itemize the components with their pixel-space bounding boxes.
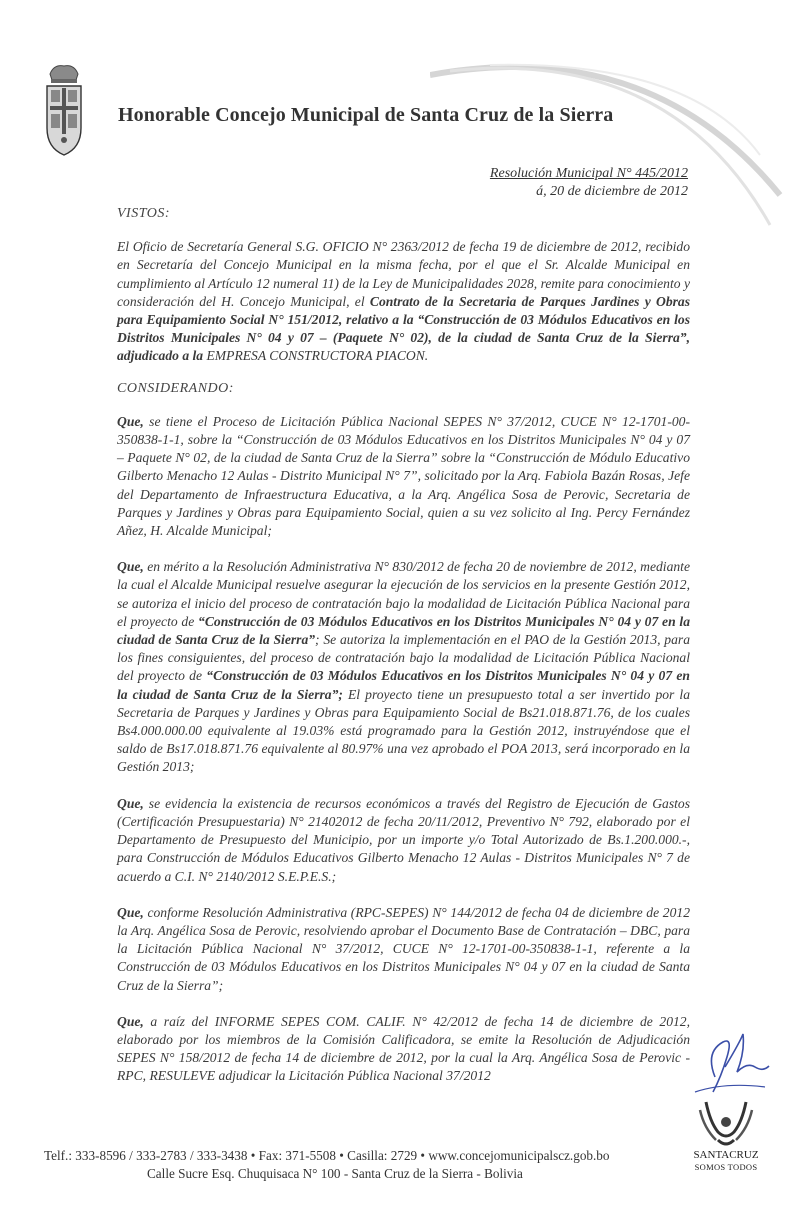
paragraph-text: ; Se autoriza la implementación en el PAO de la Gestión 2013, para los fines consiguientes, del proceso de contratación bajo la modalidad de Licitación Pública Nacional del proyecto de: [117, 632, 690, 684]
resolution-reference: [490, 165, 688, 201]
resolution-number: Resolución Municipal N° 445/2012: [489, 166, 688, 181]
considerando-heading: CONSIDERANDO:: [117, 380, 234, 396]
footer-address: Calle Sucre Esq. Chuquisaca N° 100 - Santa Cruz de la Sierra - Bolivia: [147, 1166, 523, 1181]
handwritten-signature: [685, 1022, 775, 1102]
considerando-paragraph: [117, 795, 690, 886]
que-lead: Que,: [117, 1013, 144, 1029]
paragraph-text: se evidencia la existencia de recursos económicos a través del Registro de Ejecución de Gastos (Certificación Presupuestaria) N° 21402012 de fecha 20/11/2012, Preventivo N° 792, elaborado por el Departamento de Presupuesto del Municipio, por un importe y/o Total Autorizado de Bs.1.200.000.-, para Construcción de Módulos Educativos Gilberto Menacho 12 Aulas - Distritos Municipales N° 7 de acuerdo a C.I. N° 2140/2012 S.E.P.E.S.;: [117, 795, 690, 884]
footer-contact: [44, 1147, 610, 1183]
considerando-paragraph: [117, 413, 690, 540]
paragraph-text: a raíz del INFORME SEPES COM. CALIF. N° 42/2012 de fecha 14 de diciembre de 2012, elaborado por los miembros de la Comisión Calificadora, se emite la Resolución de Adjudicación SEPES N° 158/2012 de fecha 14 de diciembre de 2012, por la cual la Arq. Angélica Sosa de Perovic - RPC, RESULEVE adjudicar la Licitación Pública Nacional 37/2012: [117, 1013, 690, 1084]
footer-contact-line: Telf.: 333-8596 / 333-2783 / 333-3438 • Fax: 371-5508 • Casilla: 2729 • www.concejomunicipalscz.gob.bo: [44, 1148, 610, 1163]
council-name: Honorable Concejo Municipal de Santa Cruz de la Sierra: [118, 104, 614, 126]
paragraph-text: El proyecto tiene un presupuesto total a ser invertido por la Secretaria de Parques y Jardines y Obras para Equipamiento Social de Bs21.018.871.76, de los cuales Bs4.000.000.00 equivalente al 19.03% está programado para la Gestión 2012, instruyéndose que el saldo de Bs17.018.871.76 equivalente al 80.97% una vez aprobado el POA 2013, será incorporado en la Gestión 2013;: [117, 686, 690, 775]
que-lead: Que,: [117, 559, 144, 575]
coat-of-arms-icon: [44, 60, 84, 158]
logo-tagline: SOMOS TODOS: [694, 1162, 758, 1172]
considerando-paragraph: [117, 558, 690, 776]
logo-name: SANTACRUZ: [693, 1149, 759, 1161]
resolution-date: á, 20 de diciembre de 2012: [536, 184, 688, 199]
que-lead: Que,: [117, 413, 144, 429]
que-lead: Que,: [117, 795, 144, 811]
project-name: “Construcción de 03 Módulos Educativos en los Distritos Municipales N° 04 y 07 en la ciudad de Santa Cruz de la Sierra”;: [117, 668, 690, 702]
considerando-paragraph: [117, 904, 690, 995]
contractor-name: EMPRESA CONSTRUCTORA PIACON.: [203, 348, 429, 364]
vistos-paragraph: [117, 238, 690, 365]
paragraph-text: conforme Resolución Administrativa (RPC-SEPES) N° 144/2012 de fecha 04 de diciembre de 2012 la Arq. Angélica Sosa de Perovic, resolviendo aprobar el Documento Base de Contratación – DBC, para la Licitación Pública Nacional N° 37/2012, CUCE N° 12-1701-00-350838-1-1, referente a la Construcción de 03 Módulos Educativos en los Distritos Municipales N° 04 y 07 en la ciudad de Santa Cruz de la Sierra”;: [117, 904, 690, 993]
project-name: “Construcción de 03 Módulos Educativos en los Distritos Municipales N° 04 y 07 en la ciudad de Santa Cruz de la Sierra”: [117, 613, 690, 648]
vistos-heading: VISTOS:: [117, 206, 171, 221]
considerando-paragraph: [117, 1013, 690, 1086]
contract-reference: Contrato de la Secretaria de Parques Jardines y Obras para Equipamiento Social N° 151/2012, relativo a la “Construcción de 03 Módulos Educativos en los Distritos Municipales N° 04 y 07 – (Paquete N° 02), de la ciudad de Santa Cruz de la Sierra”, adjudicado a la: [117, 293, 690, 364]
santacruz-logo: [688, 1149, 764, 1173]
document-body: [117, 205, 690, 1104]
vistos-text: El Oficio de Secretaría General S.G. OFICIO N° 2363/2012 de fecha 19 de diciembre de 2012, recibido en Secretaría del Concejo Municipal en la misma fecha, por el que el Sr. Alcalde Municipal en cumplimiento al Artículo 12 numeral 11) de la Ley de Municipalidades 2028, remite para conocimiento y consideración del H. Concejo Municipal, el: [117, 239, 690, 309]
paragraph-text: en mérito a la Resolución Administrativa N° 830/2012 de fecha 20 de noviembre de 2012, mediante la cual el Alcalde Municipal resuelve asegurar la ejecución de los servicios en la presente Gestión 2012, se autoriza el inicio del proceso de contratación bajo la modalidad de Licitación Pública Nacional para el proyecto de: [117, 559, 690, 629]
que-lead: Que,: [117, 904, 144, 920]
paragraph-text: se tiene el Proceso de Licitación Pública Nacional SEPES N° 37/2012, CUCE N° 12-1701-00-350838-1-1, sobre la “Construcción de 03 Módulos Educativos en los Distritos Municipales N° 04 y 07 – Paquete N° 02, de la ciudad de Santa Cruz de la Sierra” sobre la “Construcción de Módulo Educativo Gilberto Menacho 12 Aulas - Distrito Municipal N° 7”, solicitado por la Arq. Fabiola Bazán Rosas, Jefe del Departamento de Infraestructura Educativa, a la Arq. Angélica Sosa de Perovic, Secretaria de Parques y Jardines y Obras para Equipamiento Social, quien a su vez solicito al Ing. Percy Fernández Añez, H. Alcalde Municipal;: [117, 413, 690, 539]
